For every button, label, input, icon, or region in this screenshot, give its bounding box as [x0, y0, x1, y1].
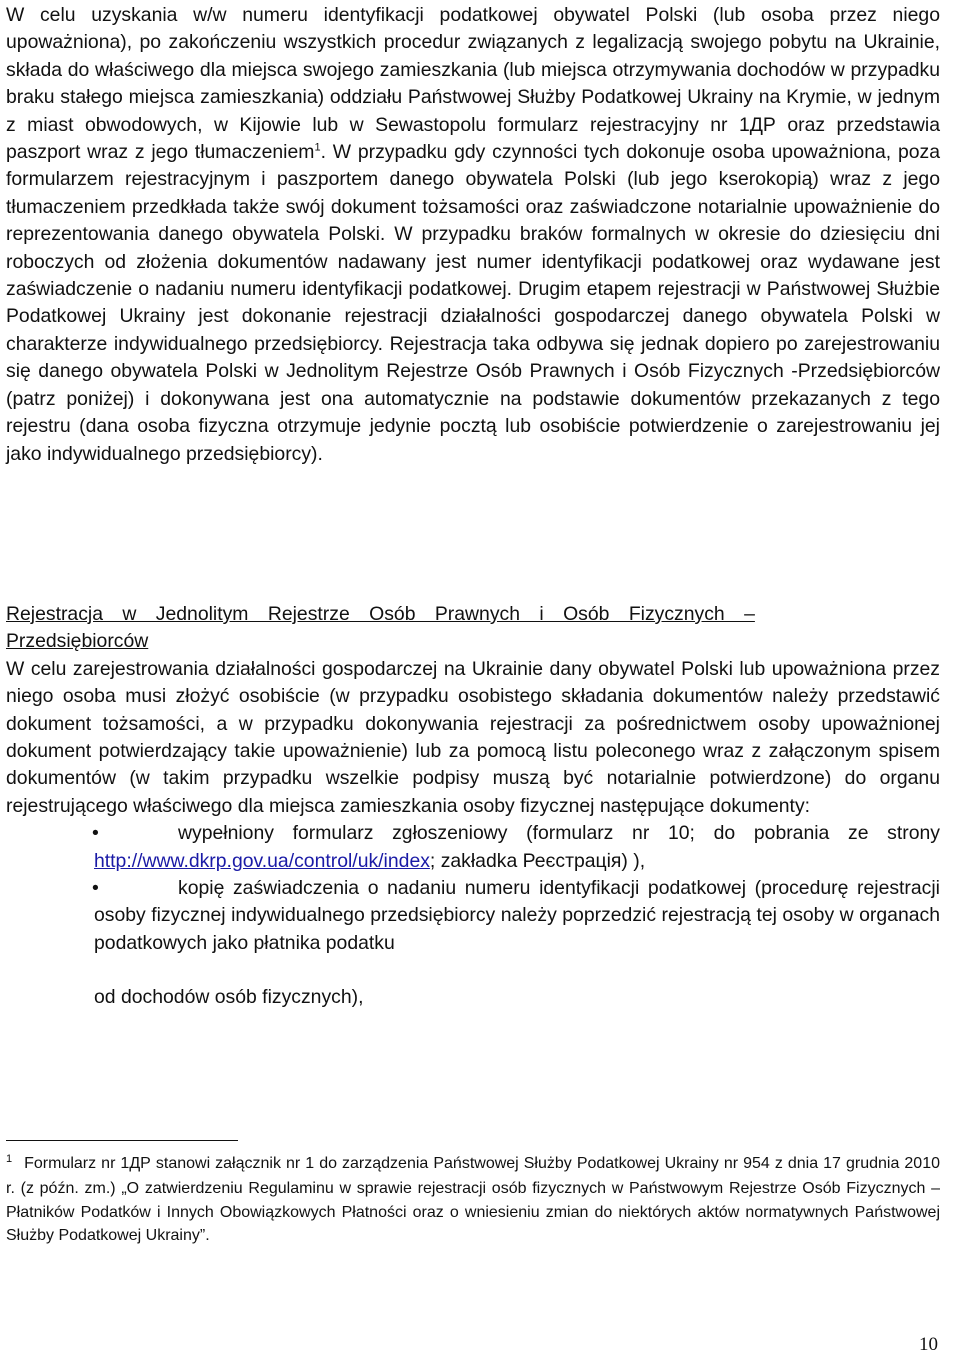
- bullet-icon: •: [92, 877, 99, 900]
- paragraph-text-part2: . W przypadku gdy czynności tych dokonuje osoba upoważniona, poza formularzem rejestracyjnym i paszportem danego obywatela Polski (lub jego kserokopią) wraz z jego tłumaczeniem przedkłada także swój dokument tożsamości oraz zaświadczone notarialnie upoważnienie do reprezentowania danego obywatela Polski. W przypadku braków formalnych w okresie do dziesięciu dni roboczych od złożenia dokumentów nadawany jest numer identyfikacji podatkowej oraz wydawane jest zaświadczenie o nadaniu numeru identyfikacji podatkowej. Drugim etapem rejestracji w Państwowej Służbie Podatkowej Ukrainy jest dokonanie rejestracji działalności gospodarczej danego obywatela Polski w charakterze indywidualnego przedsiębiorcy. Rejestracja taka odbywa się jednak dopiero po zarejestrowaniu się danego obywatela Polski w Jednolitym Rejestrze Osób Prawnych i Osób Fizycznych -Przedsiębiorców (patrz poniżej) i dokonywana jest ona automatycznie na podstawie dokumentów przekazanych z tego rejestru (dana osoba fizyczna otrzymuje jedynie pocztą lub osobiście potwierdzenie o zarejestrowaniu jej jako indywidualnego przedsiębiorcy).: [6, 141, 940, 465]
- section-registration: [6, 601, 956, 1012]
- list-item: [6, 875, 940, 1012]
- item1-text-before-link: wypełniony formularz zgłoszeniowy (formularz nr 10; do pobrania ze strony: [178, 822, 940, 845]
- list-item: [6, 820, 940, 875]
- footnote-marker: 1: [6, 1153, 13, 1165]
- footnote-text: Formularz nr 1ДР stanowi załącznik nr 1 do zarządzenia Państwowej Służby Podatkowej Ukrainy nr 954 z dnia 17 grudnia 2010 r. (z późn. zm.) „O zatwierdzeniu Regulaminu w sprawie rejestracji osób fizycznych w Państwowym Rejestrze Osób Fizycznych – Płatników Podatków i Innych Obowiązkowych Płatności oraz o wniesieniu zmian do niektórych aktów normatywnych Państwowej Służby Podatkowej Ukrainy”.: [6, 1155, 940, 1245]
- list-item-text: [94, 875, 940, 957]
- item2-text-part2: od dochodów osób fizycznych),: [94, 986, 364, 1009]
- section-intro-paragraph: W celu zarejestrowania działalności gospodarczej na Ukrainie dany obywatel Polski lub upoważniona przez niego osoba musi złożyć osobiście (w przypadku osobistego składania dokumentów należy przedstawić dokument tożsamości, a w przypadku dokonywania rejestracji za pośrednictwem osoby upoważnionej dokument potwierdzający takie upoważnienie) lub za pomocą listu poleconego wraz z załączonym spisem dokumentów (w takim przypadku wszelkie podpisy muszą być notarialnie potwierdzone) do organu rejestrującego właściwego dla miejsca zamieszkania osoby fizycznej następujące dokumenty:: [6, 657, 940, 817]
- paragraph-text-part1: W celu uzyskania w/w numeru identyfikacji podatkowej obywatel Polski (lub osoba przez niego upoważniona), po zakończeniu wszystkich procedur związanych z legalizacją swojego pobytu na Ukrainie, składa do właściwego dla miejsca swojego zamieszkania (lub miejsca otrzymywania dochodów w przypadku braku stałego miejsca zamieszkania) oddziału Państwowej Służby Podatkowej Ukrainy na Krymie, w jednym z miast obwodowych, w Kijowie lub w Sewastopolu formularz rejestracyjny nr 1ДР oraz przedstawia paszport wraz z jego tłumaczeniem: [6, 4, 940, 164]
- item2-text-part1: kopię zaświadczenia o nadaniu numeru identyfikacji podatkowej (procedurę rejestracji osoby fizycznej indywidualnego przedsiębiorcy należy poprzedzić rejestracją tej osoby w organach podatkowych jako płatnika podatku: [94, 877, 940, 954]
- bullet-icon: •: [92, 822, 99, 845]
- required-documents-list: [6, 820, 940, 1011]
- footnote: [6, 1152, 940, 1248]
- item1-text-after-link: ; zakładka Реєстрація) ),: [429, 849, 646, 872]
- section-heading-line2: Przedsiębiorców: [6, 630, 149, 653]
- section-heading-line1: Rejestracja w Jednolitym Rejestrze Osób Prawnych i Osób Fizycznych –: [6, 603, 755, 625]
- main-paragraph: [6, 2, 940, 468]
- page-number: 10: [919, 1334, 938, 1355]
- paragraph-registration-tax-number: [6, 2, 940, 468]
- dkrp-link[interactable]: http://www.dkrp.gov.ua/control/uk/index: [94, 849, 430, 872]
- footnote-divider: [6, 1140, 238, 1141]
- spacer: [94, 957, 940, 984]
- footnote-reference[interactable]: 1: [314, 141, 321, 154]
- list-item-text: [94, 820, 940, 875]
